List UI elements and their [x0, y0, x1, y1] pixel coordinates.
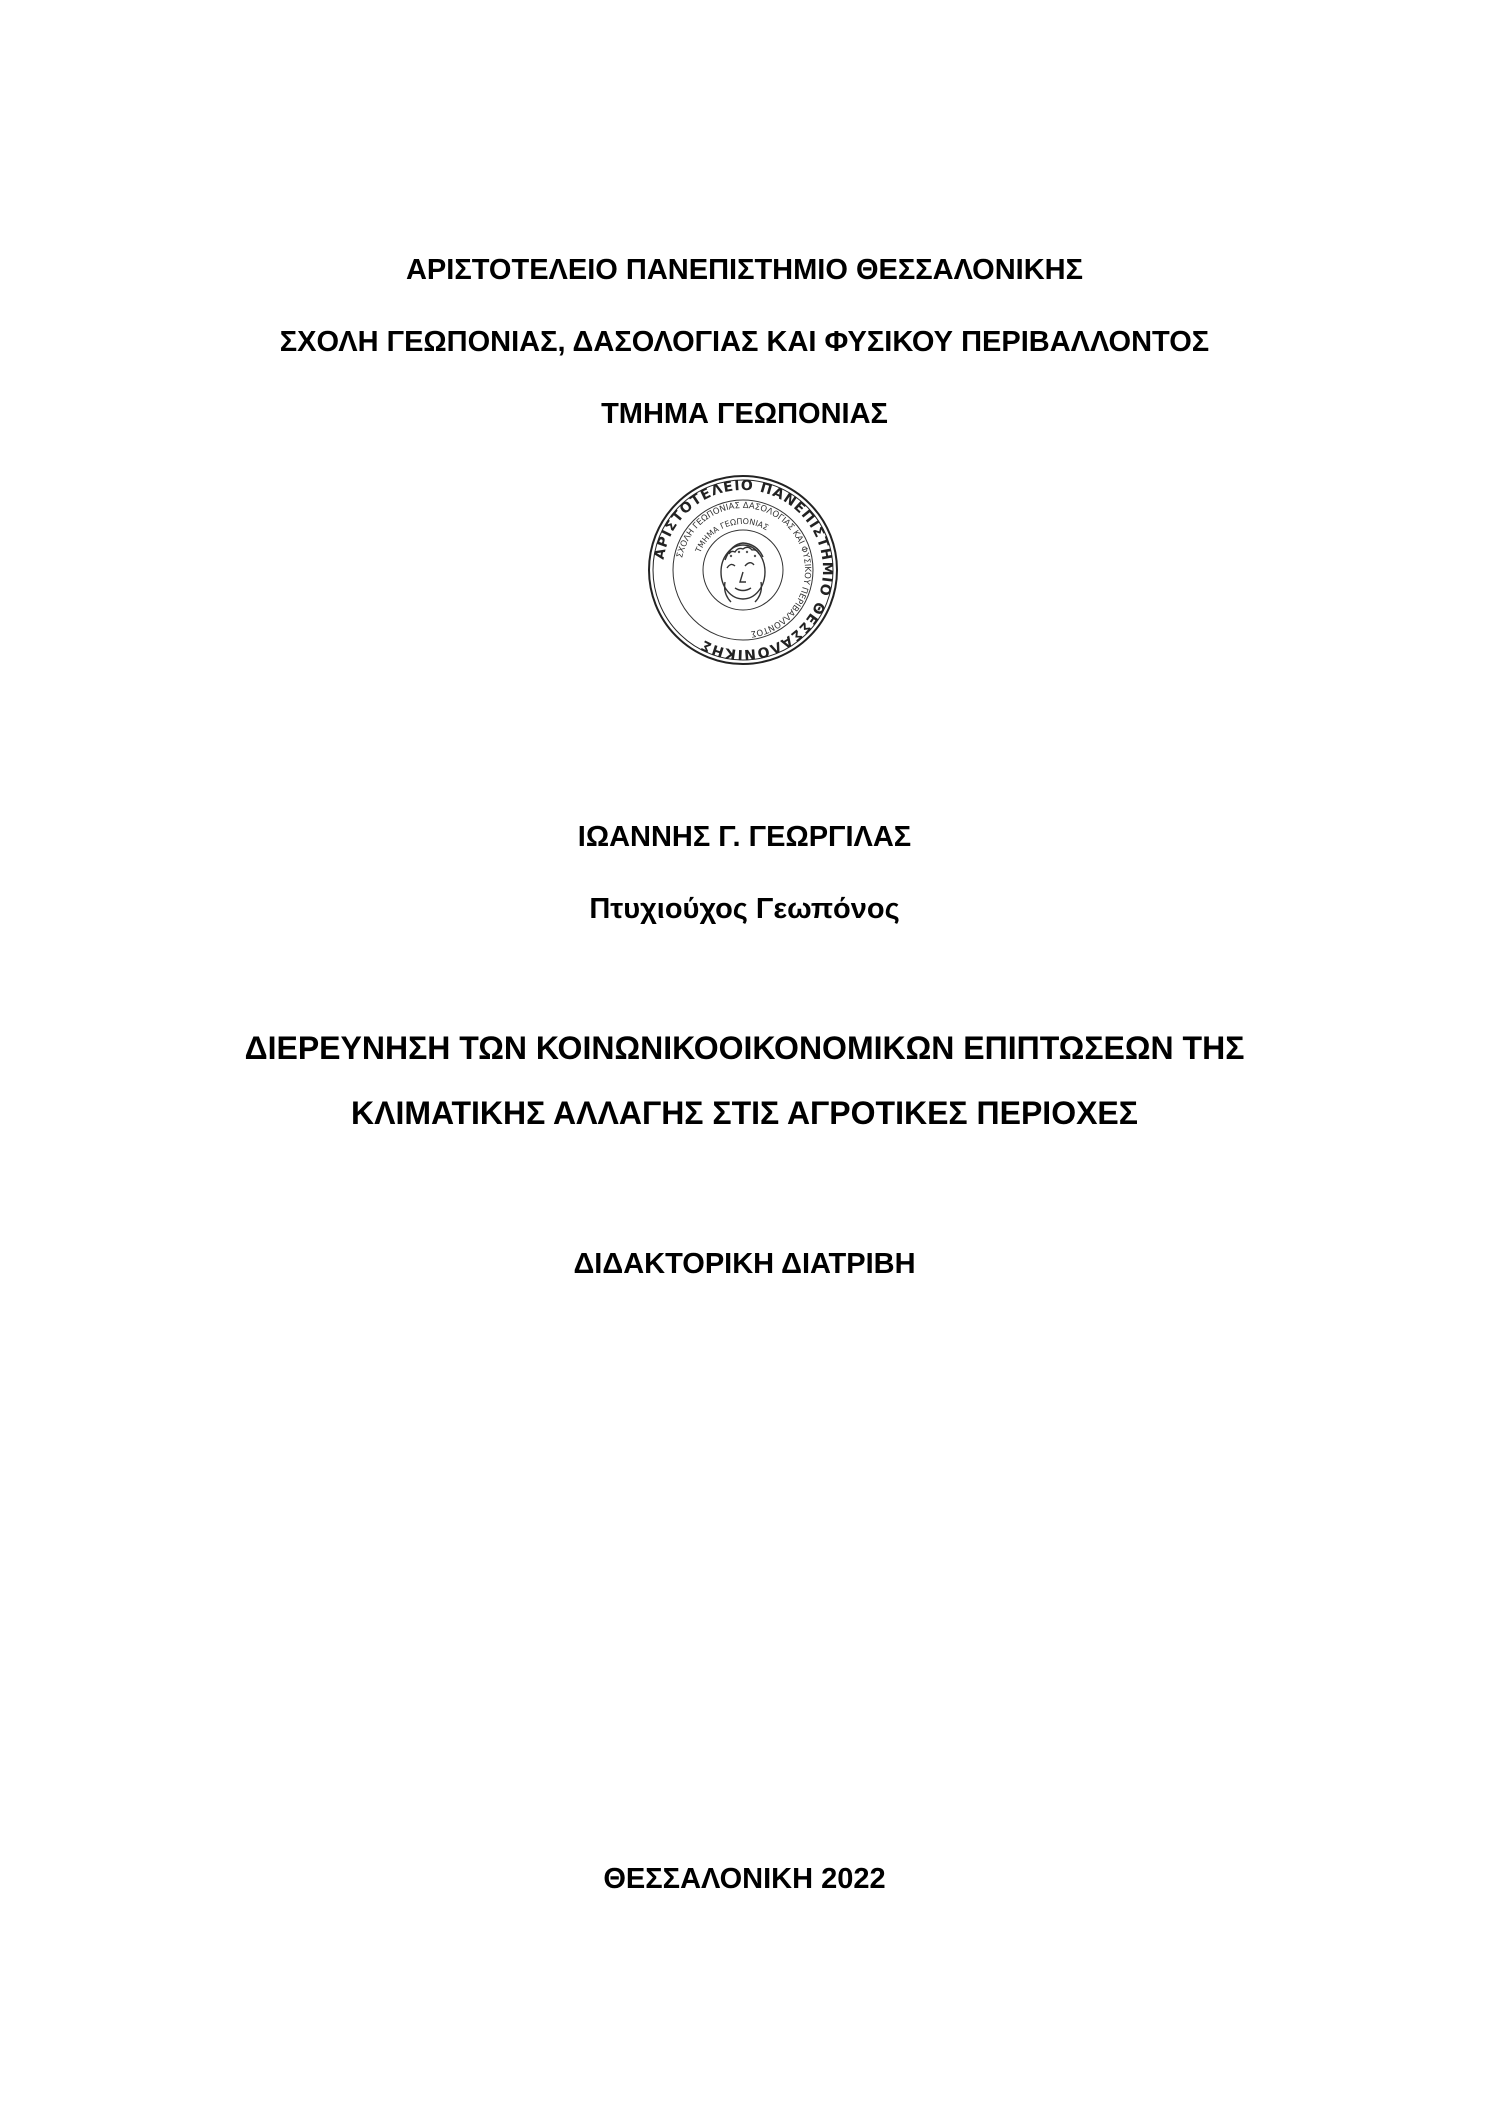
thesis-title-line-2: ΚΛΙΜΑΤΙΚΗΣ ΑΛΛΑΓΗΣ ΣΤΙΣ ΑΓΡΟΤΙΚΕΣ ΠΕΡΙΟΧΕΣ: [351, 1095, 1138, 1131]
svg-text:ΣΧΟΛΗ ΓΕΩΠΟΝΙΑΣ ΔΑΣΟΛΟΓΙΑΣ ΚΑΙ: ΣΧΟΛΗ ΓΕΩΠΟΝΙΑΣ ΔΑΣΟΛΟΓΙΑΣ ΚΑΙ ΦΥΣΙΚΟΥ ΠΕΡΙΒΑΛΛΟΝΤΟΣ: [675, 500, 813, 639]
thesis-type: ΔΙΔΑΚΤΟΡΙΚΗ ΔΙΑΤΡΙΒΗ: [573, 1248, 916, 1280]
svg-text:ΑΡΙΣΤΟΤΕΛΕΙΟ ΠΑΝΕΠΙΣΤΗΜΙΟ ΘΕΣΣ: ΑΡΙΣΤΟΤΕΛΕΙΟ ΠΑΝΕΠΙΣΤΗΜΙΟ ΘΕΣΣΑΛΟΝΙΚΗΣ: [651, 477, 836, 663]
author-degree: Πτυχιούχος Γεωπόνος: [589, 893, 900, 925]
place-year: ΘΕΣΣΑΛΟΝΙΚΗ 2022: [603, 1863, 886, 1895]
svg-text:ΤΜΗΜΑ ΓΕΩΠΟΝΙΑΣ: ΤΜΗΜΑ ΓΕΩΠΟΝΙΑΣ: [693, 516, 770, 554]
department-name: ΤΜΗΜΑ ΓΕΩΠΟΝΙΑΣ: [601, 398, 888, 430]
school-name: ΣΧΟΛΗ ΓΕΩΠΟΝΙΑΣ, ΔΑΣΟΛΟΓΙΑΣ ΚΑΙ ΦΥΣΙΚΟΥ ΠΕΡΙΒΑΛΛΟΝΤΟΣ: [279, 326, 1210, 358]
thesis-title-line-1: ΔΙΕΡΕΥΝΗΣΗ ΤΩΝ ΚΟΙΝΩΝΙΚΟΟΙΚΟΝΟΜΙΚΩΝ ΕΠΙΠΤΩΣΕΩΝ ΤΗΣ: [244, 1030, 1245, 1066]
author-name: ΙΩΑΝΝΗΣ Γ. ΓΕΩΡΓΙΛΑΣ: [577, 821, 912, 853]
university-name: ΑΡΙΣΤΟΤΕΛΕΙΟ ΠΑΝΕΠΙΣΤΗΜΙΟ ΘΕΣΣΑΛΟΝΙΚΗΣ: [405, 254, 1084, 286]
university-seal-icon: [645, 472, 841, 668]
